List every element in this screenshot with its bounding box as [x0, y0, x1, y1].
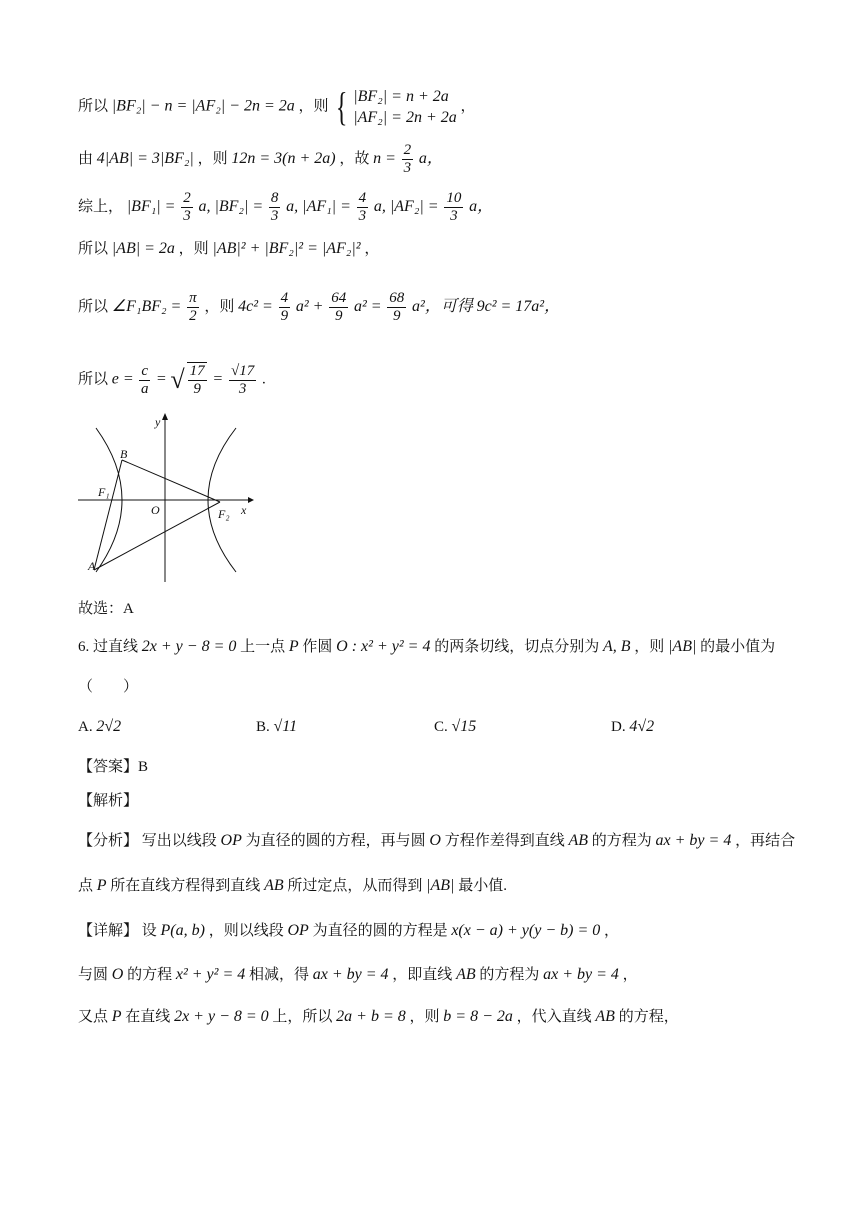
analysis-line-1 — [78, 830, 795, 852]
text: 上，所以 — [272, 1009, 333, 1025]
text: 的最小值为 — [700, 639, 776, 655]
text: ，代入直线 — [516, 1009, 592, 1025]
text: 设 — [141, 923, 157, 939]
choice-b — [256, 716, 297, 738]
text: ，故 — [339, 150, 370, 167]
label-B: B — [120, 447, 128, 461]
equation: a² = — [353, 297, 382, 315]
analysis-label: 【解析】 — [78, 793, 139, 809]
math: |AB| — [426, 877, 455, 894]
text: ，则以线段 — [208, 923, 284, 939]
math: AB — [264, 877, 284, 894]
detail-line-2 — [78, 964, 638, 986]
text: 的方程为 — [479, 967, 540, 983]
answer-blank: （ ） — [78, 679, 139, 695]
math: AB — [595, 1008, 615, 1025]
system-row-2: |AF₂| = 2n + 2a — [353, 109, 457, 126]
equation: |BF₂| − n = |AF₂| − 2n = 2a — [111, 97, 295, 115]
equation: |AB| — [668, 638, 697, 655]
equation: |AB|² + |BF₂|² = |AF₂|² — [212, 240, 361, 257]
text: 综上， — [78, 198, 124, 215]
equation: 2x + y − 8 = 0 — [141, 638, 237, 655]
system-row-1: |BF₂| = n + 2a — [353, 88, 449, 105]
math: P — [111, 1008, 122, 1025]
math: OP — [287, 922, 309, 939]
equation: n = — [373, 149, 396, 167]
text: . — [261, 371, 266, 388]
text: 由 — [78, 150, 94, 167]
math: AB — [568, 832, 588, 849]
detail-line-1 — [78, 920, 619, 942]
text: 所以 — [78, 298, 109, 315]
text: ， — [364, 241, 380, 257]
answer-choice-line — [78, 598, 134, 620]
equation: ∠F₁BF₂ = — [111, 297, 182, 315]
fraction: $\frac{64}{9}$ — [331, 290, 347, 324]
equation: = — [155, 370, 167, 388]
solution-line-2 — [78, 142, 443, 177]
choice-letter: A. — [78, 719, 93, 735]
text: ，则 — [298, 98, 329, 115]
choice-value: 2√2 — [96, 718, 122, 735]
fraction: $\frac{2}{3}$ — [403, 142, 412, 176]
brace: { — [336, 84, 348, 129]
equation: O : x² + y² = 4 — [336, 638, 431, 655]
fraction: $\frac{\pi}{2}$ — [189, 290, 197, 324]
text: ， — [622, 967, 638, 983]
equation: ax + by = 4 — [655, 832, 732, 849]
text: ，即直线 — [392, 967, 453, 983]
text: 所以 — [78, 241, 109, 257]
choice-letter: D. — [611, 719, 626, 735]
text: 所过定点，从而得到 — [287, 878, 423, 894]
question-6-paren — [78, 676, 138, 698]
label-A: A — [88, 559, 96, 573]
label-F2: F₂ — [218, 507, 230, 521]
radical: √ — [170, 365, 185, 394]
analysis-line-2 — [78, 875, 507, 897]
math: OP — [220, 832, 242, 849]
text: 作圆 — [302, 639, 333, 655]
fraction: $\frac{8}{3}$ — [270, 190, 279, 224]
text: 的方程为 — [591, 833, 652, 849]
choice-letter: B. — [256, 719, 270, 735]
equation: a²，可得 — [412, 297, 473, 315]
text: 方程作差得到直线 — [444, 833, 565, 849]
fraction: $\frac{√17}{3}$ — [230, 362, 255, 397]
solution-line-5 — [78, 290, 560, 325]
fraction: $\frac{4}{3}$ — [358, 190, 367, 224]
equation: |AB| = 2a — [111, 240, 175, 257]
text: 的方程 — [127, 967, 173, 983]
segment-BF2 — [122, 460, 220, 502]
hyperbola-figure — [78, 410, 258, 585]
point-label: P — [288, 638, 299, 655]
choice-d — [611, 716, 654, 738]
text: 为直径的圆的方程，再与圆 — [245, 833, 426, 849]
fraction: $\frac{10}{3}$ — [446, 190, 462, 224]
text: 所在直线方程得到直线 — [110, 878, 261, 894]
text: ，则 — [634, 639, 665, 655]
solution-line-6 — [78, 362, 266, 398]
text: ，再结合 — [735, 833, 796, 849]
text: 相减，得 — [248, 967, 309, 983]
equation: ax + by = 4 — [312, 966, 389, 983]
y-axis-arrow — [162, 413, 168, 420]
math: P — [96, 877, 107, 894]
equation: a, |BF₂| = — [198, 197, 264, 215]
equation: |BF₁| = — [126, 197, 176, 215]
choice-value: 4√2 — [629, 718, 655, 735]
text: 又点 — [78, 1009, 109, 1025]
tag: 【分析】 — [78, 833, 139, 849]
math: O — [111, 966, 124, 983]
text: a， — [469, 197, 494, 215]
equation: a, |AF₁| = — [286, 197, 351, 215]
choice-a — [78, 716, 121, 738]
text: 在直线 — [125, 1009, 171, 1025]
choice-value: √15 — [451, 718, 477, 735]
fraction: $\frac{c}{a}$ — [141, 362, 149, 397]
label-y: y — [155, 415, 161, 429]
equation: 9c² = 17a²， — [476, 297, 561, 315]
choice-c — [434, 716, 476, 738]
math: AB — [456, 966, 476, 983]
equation: = — [212, 370, 224, 388]
text: ， — [460, 98, 476, 115]
math: O — [429, 832, 441, 849]
solution-line-1 — [78, 86, 476, 128]
fraction: $\frac{68}{9}$ — [389, 290, 405, 324]
math: P(a, b) — [160, 922, 205, 939]
text: 的两条切线，切点分别为 — [434, 639, 600, 655]
text: ，则 — [204, 298, 235, 315]
equation: 12n = 3(n + 2a) — [231, 149, 336, 167]
fraction: $\frac{4}{9}$ — [280, 290, 289, 324]
text: 的方程， — [618, 1009, 679, 1025]
equation: A, B — [602, 638, 631, 655]
choice-value: √11 — [273, 718, 298, 735]
equation: ax + by = 4 — [543, 966, 619, 983]
text: 最小值. — [458, 878, 507, 894]
equation: x(x − a) + y(y − b) = 0 — [451, 922, 601, 939]
text: ，则 — [178, 241, 209, 257]
analysis-heading — [78, 790, 138, 812]
equation: 2x + y − 8 = 0 — [174, 1008, 269, 1025]
text: 所以 — [78, 371, 109, 388]
label-F1: F₁ — [98, 485, 110, 499]
text: 写出以线段 — [141, 833, 217, 849]
solution-line-4 — [78, 238, 379, 260]
choice-letter: C. — [434, 719, 448, 735]
equation: a² + — [295, 297, 324, 315]
text: 点 — [78, 878, 94, 894]
text: 上一点 — [240, 639, 286, 655]
equation: x² + y² = 4 — [175, 966, 246, 983]
answer-label: 【答案】B — [78, 759, 149, 775]
equation: 2a + b = 8 — [336, 1008, 406, 1025]
text: 为直径的圆的方程是 — [312, 923, 448, 939]
label-O: O — [151, 503, 160, 517]
equation: a, |AF₂| = — [373, 197, 439, 215]
equation: e = — [111, 370, 134, 388]
answer-choice: 故选：A — [78, 601, 134, 617]
detail-line-3 — [78, 1006, 679, 1028]
text: ，则 — [197, 150, 228, 167]
text: ， — [603, 923, 619, 939]
answer-line — [78, 756, 148, 778]
text: ，则 — [409, 1009, 440, 1025]
fraction: $\frac{2}{3}$ — [183, 190, 191, 224]
equation: b = 8 − 2a — [443, 1008, 513, 1025]
label-x: x — [241, 503, 247, 517]
equation: 4|AB| = 3|BF₂| — [96, 149, 194, 167]
equation: 4c² = — [238, 297, 273, 315]
text: 与圆 — [78, 967, 109, 983]
text: a， — [418, 149, 443, 167]
solution-line-3 — [78, 190, 493, 225]
x-axis-arrow — [248, 497, 254, 503]
tag: 【详解】 — [78, 923, 139, 939]
text: 所以 — [78, 98, 109, 115]
question-number: 6. — [78, 639, 90, 655]
fraction: $\frac{17}{9}$ — [187, 362, 207, 398]
equation-system — [353, 86, 457, 128]
question-6-stem — [78, 636, 775, 658]
text: 过直线 — [93, 639, 139, 655]
